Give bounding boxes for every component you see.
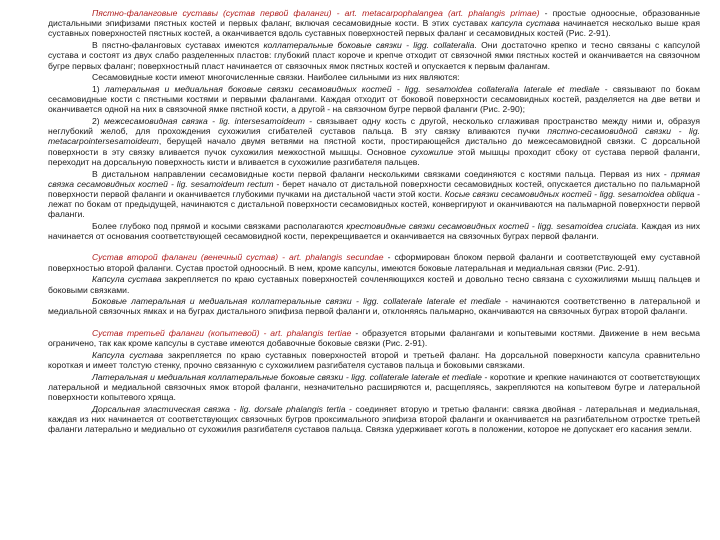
heading-third-phalanx-joint: Сустав третьей фаланги (копытевой) - art. phalangis tertiae bbox=[92, 327, 352, 338]
paragraph-dorsal-elastic-ligament: Дорсальная эластическая связка - lig. dorsale phalangis tertia - соединяет вторую и третью фаланги: связка двойная - латеральная и медиальная, каждая из них начинается от соответствующих связочных бугров проксимального эпифиза второй фаланги и оканчивается на разгибательном отростке третьей фаланги латерально и медиально от сухожилия разгибателя суставов пальца. Связка удерживает коготь в положении, которое не допускает его касания земли. bbox=[48, 403, 700, 435]
paragraph-sesamoid-ligaments-intro: Сесамовидные кости имеют многочисленные связки. Наиболее сильными из них являются: bbox=[92, 72, 460, 83]
heading-second-phalanx-joint: Сустав второй фаланги (венечный сустав) - art. phalangis secundae bbox=[92, 252, 384, 263]
paragraph-second-phalanx-joint: Сустав второй фаланги (венечный сустав) - art. phalangis secundae - сформирован блоком первой фаланги и соответствующей ему суставной поверхностью второй фаланги. Сустав простой одноосный. В нем, кроме капсулы, имеются боковые латеральная и медиальная связки (Рис. 2-91). bbox=[48, 252, 700, 273]
paragraph-collateral-ligaments: В пястно-фаланговых суставах имеются коллатеральные боковые связки - ligg. collateralia. Они достаточно крепко и тесно связаны с капсулой сустава и состоят из двух слабо разделенных пластов: глубокий пласт короче и крепче отходит от связочной ямки пястных костей и оканчивается на связочном бугре первых фаланг; поверхностный пласт начинается от связочных ямок пястных костей и опускается к первым фалангам. bbox=[48, 40, 701, 71]
paragraph-sesamoid-collateral-ligaments: 1) латеральная и медиальная боковые связки сесамовидных костей - ligg. sesamoidea collateralia laterale et mediale - связывают по бокам сесамовидные кости с пястными костями и первыми фалангами. Каждая отходит от боковой поверхности сесамовидных костей, разделяется на две ветви и оканчивается одной на них в связочной ямке пястной кости, а другой - на связочном бугре первой фаланги (Рис. 2-90); bbox=[48, 83, 700, 115]
paragraph-intersesamoid-ligament: 2) межсесамовидная связка - lig. intersesamoideum - связывает одну кость с другой, несколько сглаживая пространство между ними и, образуя неглубокий желоб, для прохождения сухожилия сгибателей суставов пальца. В эту связку вливаются пучки пястно-сесамовидной связки - lig. metacarpointersesamoideum, берущей начало двумя ветвями на пястной кости, простирающейся дистально до межсесамовидной связки. С дорсальной поверхности в эту связку вливается пучок сухожилия межкостной мышцы. Основное сухожилие этой мышцы проходит сбоку от сустава первой фаланги, переходит на дорсальную поверхность кисти и вливается в сухожилие разгибателя пальцев. bbox=[48, 116, 700, 167]
paragraph-cruciate-ligaments: Более глубоко под прямой и косыми связками располагаются крестовидные связки сесамовидных костей - ligg. sesamoidea cruciata. Каждая из них начинается от основания соответствующей сесамовидной кости, перекрещивается и оканчивается на связочных буграх первой фаланги. bbox=[48, 221, 701, 242]
paragraph-second-joint-collateral-ligaments: Боковые латеральная и медиальная коллатеральные связки - ligg. collaterale laterale et mediale - начинаются соответственно в латеральной и медиальной связочных ямках и на буграх дистального эпифиза первой фаланги и, отклоняясь пальмарно, оканчиваются на связочных буграх второй фаланги. bbox=[48, 296, 700, 317]
heading-metacarpophalangeal-joint: Пястно-фаланговые суставы (сустав первой фаланги) - art. metacarpophalangea (art. phalangis primae) bbox=[92, 8, 540, 18]
paragraph-third-phalanx-joint: Сустав третьей фаланги (копытевой) - art. phalangis tertiae - образуется вторыми фалангами и копытевыми костями. Движение в нем весьма ограничено, так как кроме капсулы в суставе имеются добавочные боковые связки (Рис. 2-91). bbox=[48, 327, 700, 348]
paragraph-third-joint-collateral-ligaments: Латеральная и медиальная коллатеральные боковые связки - ligg. collaterale laterale et mediale - короткие и крепкие начинаются от соответствующих латеральной и медиальной связочных ямок второй фаланги, незначительно расширяются и, расщепляясь, закрепляются на копытевом бугре и латеральной поверхности копытевого хряща. bbox=[48, 371, 700, 402]
paragraph-second-joint-capsule: Капсула сустава закрепляется по краю суставных поверхностей сочленяющихся костей и довольно тесно связана с сухожилиями мышц пальцев и боковыми связками. bbox=[48, 274, 700, 295]
paragraph-distal-sesamoid-ligaments: В дистальном направлении сесамовидные кости первой фаланги несколькими связками соединяются с костями пальца. Первая из них - прямая связка сесамовидных костей - lig. sesamoideum rectum - берет начало от дистальной поверхности сесамовидных костей, опускается дистально по пальмарной поверхности первой фаланги и оканчивается глубокими пучками на дистальной части этой кости. Косые связки сесамовидных костей - ligg. sesamoidea obliqua - лежат по бокам от предыдущей, начинаются с дистальной поверхности сесамовидных костей, конвергируют и оканчиваются на пальмарной поверхности первой фаланги. bbox=[48, 168, 700, 220]
paragraph-metacarpophalangeal-joints: Пястно-фаланговые суставы (сустав первой фаланги) - art. metacarpophalangea (art. phalangis primae) - простые одноосные, образованные дистальными эпифизами пястных костей и первых фаланг, включая сесамовидные кости. В этих суставах капсула сустава начинается несколько выше края суставных поверхностей пястных костей, а оканчивается вдоль суставных поверхностей первых фаланг и сесамовидных костей (Рис. 2-91). bbox=[48, 8, 701, 39]
paragraph-third-joint-capsule: Капсула сустава закрепляется по краю суставных поверхностей второй и третьей фаланг. На дорсальной поверхности капсула сравнительно короткая и имеет толстую стенку, прочно связанную с сухожилием разгибателя суставов пальца и боковыми связками. bbox=[48, 349, 700, 370]
